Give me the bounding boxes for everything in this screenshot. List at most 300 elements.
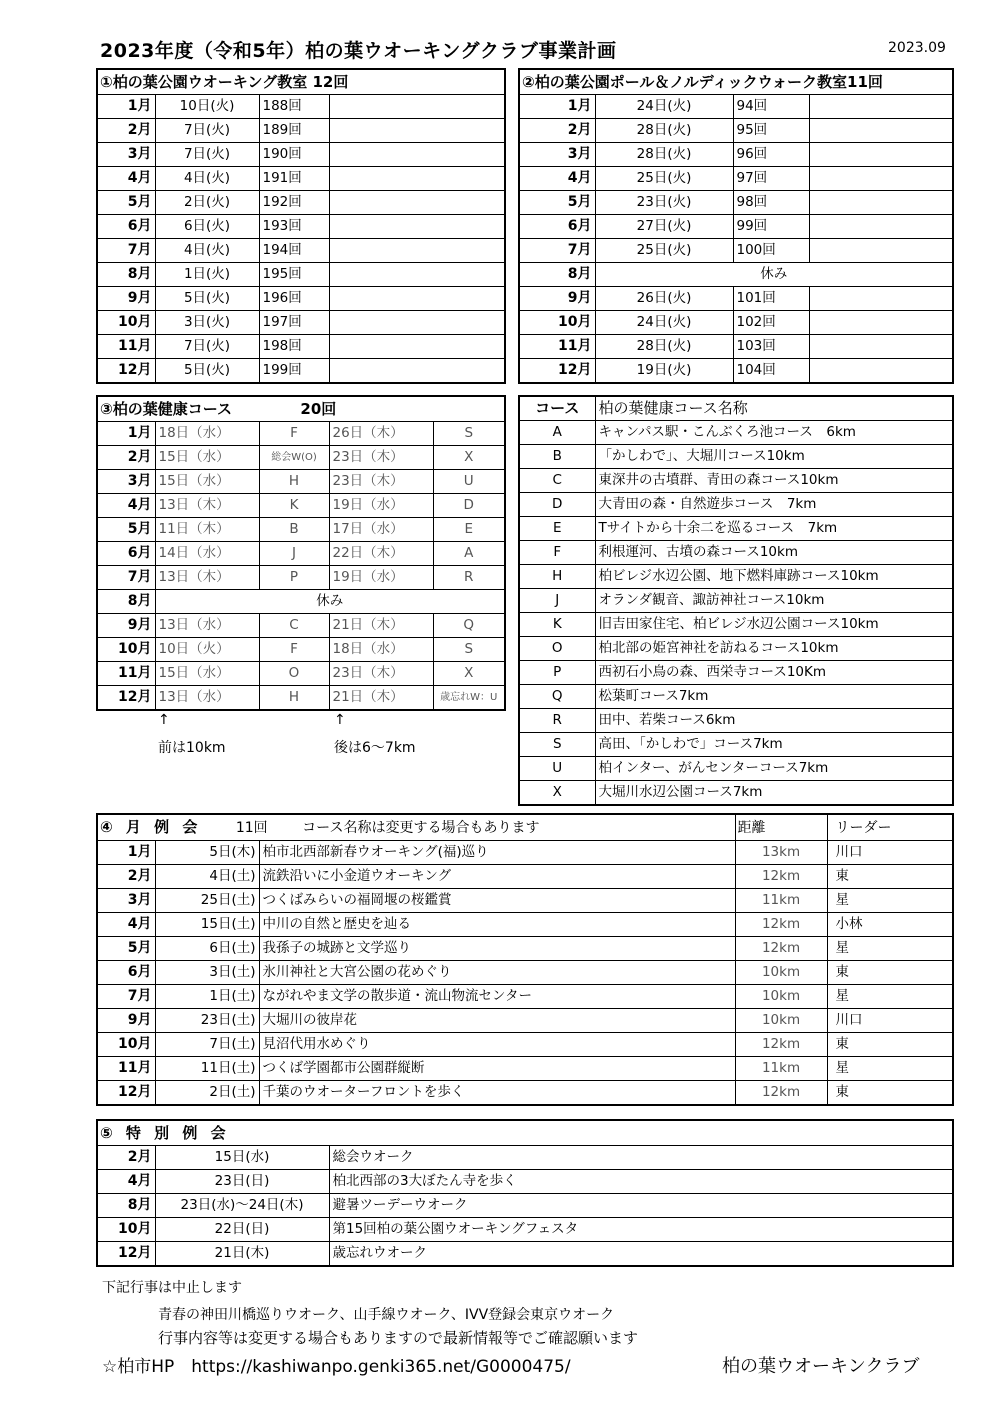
month-cell: 3月 — [97, 889, 155, 913]
event-name-cell: 柏北西部の3大ぼたん寺を歩く — [329, 1170, 953, 1194]
date-cell: 25日(土) — [155, 889, 259, 913]
course-code-cell: F — [519, 541, 595, 565]
date-cell: 27日(火) — [595, 215, 733, 239]
count-cell: 100回 — [733, 239, 809, 263]
month-cell: 9月 — [97, 287, 155, 311]
month-cell: 2月 — [97, 865, 155, 889]
count-cell: 101回 — [733, 287, 809, 311]
table-row — [519, 215, 953, 239]
month-cell: 3月 — [97, 143, 155, 167]
blank-cell — [329, 335, 505, 359]
count-cell: 98回 — [733, 191, 809, 215]
event-name-cell: ながれやま文学の散歩道・流山物流センター — [259, 985, 735, 1009]
course-name-cell: 松葉町コース7km — [595, 685, 953, 709]
event-name-cell: 歳忘れウオーク — [329, 1242, 953, 1267]
homepage-link[interactable]: ☆柏市HP https://kashiwanpo.genki365.net/G0000475/ — [102, 1357, 571, 1377]
table-row — [97, 239, 505, 263]
date-cell: 7日(火) — [155, 143, 259, 167]
section5-table — [96, 1119, 954, 1267]
event-name-cell: 氷川神社と大宮公園の花めぐり — [259, 961, 735, 985]
table-row — [519, 143, 953, 167]
second-course-cell: E — [433, 518, 505, 542]
table-row — [519, 263, 953, 287]
date-cell: 7日(火) — [155, 119, 259, 143]
date-cell: 21日(木) — [155, 1242, 329, 1267]
event-name-cell: 見沼代用水めぐり — [259, 1033, 735, 1057]
course-name-cell: 大堀川水辺公園コース7km — [595, 781, 953, 806]
month-cell: 2月 — [519, 119, 595, 143]
course-code-header: コース — [519, 396, 595, 421]
blank-cell — [329, 215, 505, 239]
month-cell: 7月 — [97, 566, 155, 590]
date-cell: 4日(土) — [155, 865, 259, 889]
date-cell: 4日(火) — [155, 167, 259, 191]
table-row — [519, 167, 953, 191]
second-date-cell: 22日（木） — [329, 542, 433, 566]
blank-cell — [329, 263, 505, 287]
date-cell: 2日(土) — [155, 1081, 259, 1106]
count-cell: 188回 — [259, 95, 329, 119]
table-row — [97, 494, 505, 518]
leader-cell: 星 — [827, 985, 953, 1009]
section1-table — [96, 68, 506, 384]
section4-header — [97, 814, 735, 841]
table-row — [97, 961, 953, 985]
event-name-cell: 第15回柏の葉公園ウオーキングフェスタ — [329, 1218, 953, 1242]
table-row — [97, 167, 505, 191]
course-name-cell: 田中、若柴コース6km — [595, 709, 953, 733]
count-cell: 199回 — [259, 359, 329, 384]
course-table — [518, 395, 954, 806]
blank-cell — [809, 311, 953, 335]
date-cell: 11日(土) — [155, 1057, 259, 1081]
section4-count: 11回 — [235, 820, 268, 836]
date-cell: 1日(土) — [155, 985, 259, 1009]
section4-table — [96, 813, 954, 1106]
course-name-cell: 柏ビレジ水辺公園、地下燃料庫跡コース10km — [595, 565, 953, 589]
month-cell: 8月 — [519, 263, 595, 287]
table-row — [97, 1146, 953, 1170]
course-row — [519, 685, 953, 709]
blank-cell — [809, 143, 953, 167]
month-cell: 1月 — [97, 841, 155, 865]
table-row — [97, 686, 505, 711]
second-date-cell: 18日（水） — [329, 638, 433, 662]
count-cell: 189回 — [259, 119, 329, 143]
course-row — [519, 613, 953, 637]
course-name-cell: 利根運河、古墳の森コース10km — [595, 541, 953, 565]
blank-cell — [809, 335, 953, 359]
count-cell: 94回 — [733, 95, 809, 119]
date-cell: 6日(土) — [155, 937, 259, 961]
course-row — [519, 493, 953, 517]
date-cell: 4日(火) — [155, 239, 259, 263]
section3-count: 20回 — [300, 400, 337, 418]
month-cell: 7月 — [97, 985, 155, 1009]
first-date-cell: 15日（水） — [155, 470, 259, 494]
cancel-list: 青春の神田川橋巡りウオーク、山手線ウオーク、IVV登録会東京ウオーク — [158, 1307, 615, 1323]
table-row — [97, 913, 953, 937]
table-row — [97, 566, 505, 590]
blank-cell — [329, 287, 505, 311]
course-name-cell: 西初石小鳥の森、西栄寺コース10Km — [595, 661, 953, 685]
month-cell: 5月 — [519, 191, 595, 215]
table-row — [97, 662, 505, 686]
month-cell: 4月 — [97, 167, 155, 191]
distance-cell: 10km — [735, 985, 827, 1009]
blank-cell — [329, 191, 505, 215]
course-name-cell: 旧吉田家住宅、柏ビレジ水辺公園コース10km — [595, 613, 953, 637]
table-row — [97, 1170, 953, 1194]
first-date-cell: 13日（水） — [155, 614, 259, 638]
month-cell: 3月 — [519, 143, 595, 167]
table-row — [97, 542, 505, 566]
table-row — [97, 446, 505, 470]
second-course-cell: U — [433, 470, 505, 494]
distance-cell: 12km — [735, 913, 827, 937]
date-cell: 3日(土) — [155, 961, 259, 985]
table-row — [97, 95, 505, 119]
course-row — [519, 637, 953, 661]
course-row — [519, 661, 953, 685]
month-cell: 4月 — [519, 167, 595, 191]
month-cell: 5月 — [97, 191, 155, 215]
table-row — [519, 119, 953, 143]
page-title: 2023年度（令和5年）柏の葉ウオーキングクラブ事業計画 — [100, 40, 617, 62]
table-row — [519, 335, 953, 359]
distance-header: 距離 — [735, 814, 827, 841]
table-row — [97, 1057, 953, 1081]
table-row — [97, 287, 505, 311]
event-name-cell: つくばみらいの福岡堰の桜鑑賞 — [259, 889, 735, 913]
second-date-cell: 19日（水） — [329, 494, 433, 518]
blank-cell — [809, 119, 953, 143]
month-cell: 12月 — [97, 1081, 155, 1106]
section2-table — [518, 68, 954, 384]
course-row — [519, 469, 953, 493]
table-row — [97, 1194, 953, 1218]
second-date-cell: 23日（木） — [329, 470, 433, 494]
count-cell: 104回 — [733, 359, 809, 384]
count-cell: 99回 — [733, 215, 809, 239]
date-cell: 28日(火) — [595, 119, 733, 143]
leader-cell: 東 — [827, 1033, 953, 1057]
month-cell: 11月 — [97, 335, 155, 359]
course-row — [519, 565, 953, 589]
month-cell: 10月 — [97, 311, 155, 335]
table-row — [97, 614, 505, 638]
course-code-cell: S — [519, 733, 595, 757]
first-course-cell: B — [259, 518, 329, 542]
course-row — [519, 541, 953, 565]
count-cell: 198回 — [259, 335, 329, 359]
count-cell: 196回 — [259, 287, 329, 311]
month-cell: 10月 — [97, 638, 155, 662]
month-cell: 6月 — [97, 542, 155, 566]
section3-table — [96, 395, 506, 711]
course-row — [519, 709, 953, 733]
back-note: 後は6～7km — [334, 740, 416, 756]
date-cell: 28日(火) — [595, 335, 733, 359]
date-cell: 15日(水) — [155, 1146, 329, 1170]
second-date-cell: 17日（水） — [329, 518, 433, 542]
blank-cell — [329, 119, 505, 143]
leader-header: リーダー — [827, 814, 953, 841]
table-row — [519, 95, 953, 119]
second-course-cell: S — [433, 638, 505, 662]
rest-cell: 休み — [155, 590, 505, 614]
distance-cell: 12km — [735, 937, 827, 961]
event-name-cell: つくば学園都市公園群縦断 — [259, 1057, 735, 1081]
date-cell: 24日(火) — [595, 311, 733, 335]
section1-title: ①柏の葉公園ウオーキング教室 12回 — [97, 69, 505, 95]
second-course-cell: 歳忘れW：U — [433, 686, 505, 711]
month-cell: 9月 — [519, 287, 595, 311]
blank-cell — [329, 143, 505, 167]
date-cell: 15日(土) — [155, 913, 259, 937]
blank-cell — [329, 239, 505, 263]
count-cell: 96回 — [733, 143, 809, 167]
event-name-cell: 柏市北西部新春ウオーキング(福)巡り — [259, 841, 735, 865]
month-cell: 1月 — [519, 95, 595, 119]
month-cell: 12月 — [97, 1242, 155, 1267]
course-name-cell: 東深井の古墳群、青田の森コース10km — [595, 469, 953, 493]
month-cell: 6月 — [97, 961, 155, 985]
count-cell: 95回 — [733, 119, 809, 143]
month-cell: 1月 — [97, 422, 155, 446]
first-course-cell: C — [259, 614, 329, 638]
table-row — [97, 590, 505, 614]
month-cell: 12月 — [519, 359, 595, 384]
table-row — [97, 1033, 953, 1057]
blank-cell — [809, 359, 953, 384]
count-cell: 194回 — [259, 239, 329, 263]
count-cell: 191回 — [259, 167, 329, 191]
second-date-cell: 19日（水） — [329, 566, 433, 590]
course-code-cell: U — [519, 757, 595, 781]
table-row — [97, 143, 505, 167]
table-row — [97, 470, 505, 494]
course-row — [519, 517, 953, 541]
distance-cell: 11km — [735, 889, 827, 913]
count-cell: 197回 — [259, 311, 329, 335]
table-row — [97, 937, 953, 961]
table-row — [97, 1009, 953, 1033]
leader-cell: 川口 — [827, 1009, 953, 1033]
second-course-cell: A — [433, 542, 505, 566]
month-cell: 7月 — [97, 239, 155, 263]
course-code-cell: O — [519, 637, 595, 661]
course-name-cell: オランダ観音、諏訪神社コース10km — [595, 589, 953, 613]
first-course-cell: O — [259, 662, 329, 686]
course-row — [519, 421, 953, 445]
event-name-cell: 流鉄沿いに小金道ウオーキング — [259, 865, 735, 889]
table-row — [519, 359, 953, 384]
month-cell: 4月 — [97, 913, 155, 937]
blank-cell — [329, 167, 505, 191]
first-course-cell: K — [259, 494, 329, 518]
course-row — [519, 733, 953, 757]
table-row — [97, 1081, 953, 1106]
course-code-cell: J — [519, 589, 595, 613]
date-cell: 10日(火) — [155, 95, 259, 119]
blank-cell — [809, 215, 953, 239]
course-code-cell: R — [519, 709, 595, 733]
second-course-cell: X — [433, 446, 505, 470]
date-cell: 23日(土) — [155, 1009, 259, 1033]
second-course-cell: D — [433, 494, 505, 518]
blank-cell — [329, 359, 505, 384]
course-code-cell: P — [519, 661, 595, 685]
leader-cell: 星 — [827, 937, 953, 961]
first-date-cell: 18日（水） — [155, 422, 259, 446]
date-cell: 23日(日) — [155, 1170, 329, 1194]
table-row — [97, 638, 505, 662]
table-row — [97, 518, 505, 542]
course-code-cell: X — [519, 781, 595, 806]
first-date-cell: 13日（水） — [155, 686, 259, 711]
table-row — [519, 191, 953, 215]
course-code-cell: A — [519, 421, 595, 445]
date-cell: 6日(火) — [155, 215, 259, 239]
month-cell: 8月 — [97, 263, 155, 287]
section5-title: ⑤ 特 別 例 会 — [97, 1120, 953, 1146]
date-cell: 25日(火) — [595, 167, 733, 191]
section3-header — [97, 396, 505, 422]
date-cell: 3日(火) — [155, 311, 259, 335]
event-name-cell: 大堀川の彼岸花 — [259, 1009, 735, 1033]
table-row — [97, 119, 505, 143]
course-name-cell: 柏北部の姫宮神社を訪ねるコース10km — [595, 637, 953, 661]
course-name-header: 柏の葉健康コース名称 — [595, 396, 953, 421]
course-name-cell: 高田、「かしわで」コース7km — [595, 733, 953, 757]
rest-cell: 休み — [595, 263, 953, 287]
first-course-cell: P — [259, 566, 329, 590]
up-arrow-icon: ↑ — [158, 712, 170, 728]
table-row — [97, 359, 505, 384]
leader-cell: 小林 — [827, 913, 953, 937]
course-code-cell: Q — [519, 685, 595, 709]
event-name-cell: 総会ウオーク — [329, 1146, 953, 1170]
date-cell: 5日(火) — [155, 287, 259, 311]
table-row — [97, 1218, 953, 1242]
blank-cell — [809, 287, 953, 311]
first-course-cell: H — [259, 470, 329, 494]
month-cell: 11月 — [519, 335, 595, 359]
month-cell: 4月 — [97, 494, 155, 518]
blank-cell — [329, 311, 505, 335]
distance-cell: 10km — [735, 1009, 827, 1033]
table-row — [519, 239, 953, 263]
first-date-cell: 15日（水） — [155, 446, 259, 470]
month-cell: 3月 — [97, 470, 155, 494]
first-course-cell: H — [259, 686, 329, 711]
course-row — [519, 781, 953, 806]
leader-cell: 星 — [827, 889, 953, 913]
first-course-cell: J — [259, 542, 329, 566]
distance-cell: 12km — [735, 865, 827, 889]
date-cell: 24日(火) — [595, 95, 733, 119]
table-row — [97, 311, 505, 335]
second-course-cell: S — [433, 422, 505, 446]
event-name-cell: 中川の自然と歴史を辿る — [259, 913, 735, 937]
table-row — [97, 191, 505, 215]
first-course-cell: 総会W(O) — [259, 446, 329, 470]
first-date-cell: 15日（水） — [155, 662, 259, 686]
leader-cell: 東 — [827, 961, 953, 985]
month-cell: 7月 — [519, 239, 595, 263]
count-cell: 97回 — [733, 167, 809, 191]
table-row — [519, 287, 953, 311]
first-date-cell: 13日（木） — [155, 566, 259, 590]
second-course-cell: Q — [433, 614, 505, 638]
first-date-cell: 11日（木） — [155, 518, 259, 542]
section2-title: ②柏の葉公園ポール＆ノルディックウォーク教室11回 — [519, 69, 953, 95]
table-row — [97, 335, 505, 359]
distance-cell: 11km — [735, 1057, 827, 1081]
course-code-cell: B — [519, 445, 595, 469]
distance-cell: 12km — [735, 1081, 827, 1106]
table-row — [97, 263, 505, 287]
count-cell: 193回 — [259, 215, 329, 239]
course-name-cell: 「かしわで」、大堀川コース10km — [595, 445, 953, 469]
table-row — [519, 311, 953, 335]
month-cell: 8月 — [97, 590, 155, 614]
first-course-cell: F — [259, 422, 329, 446]
first-date-cell: 14日（水） — [155, 542, 259, 566]
table-row — [97, 422, 505, 446]
month-cell: 9月 — [97, 614, 155, 638]
leader-cell: 星 — [827, 1057, 953, 1081]
blank-cell — [809, 95, 953, 119]
count-cell: 192回 — [259, 191, 329, 215]
first-course-cell: F — [259, 638, 329, 662]
second-date-cell: 23日（木） — [329, 446, 433, 470]
course-name-cell: 大青田の森・自然遊歩コース 7km — [595, 493, 953, 517]
course-code-cell: D — [519, 493, 595, 517]
table-row — [97, 985, 953, 1009]
course-code-cell: K — [519, 613, 595, 637]
date-cell: 25日(火) — [595, 239, 733, 263]
month-cell: 6月 — [519, 215, 595, 239]
section4-note: コース名称は変更する場合もあります — [302, 820, 540, 836]
second-date-cell: 21日（木） — [329, 614, 433, 638]
cancel-heading: 下記行事は中止します — [102, 1280, 242, 1296]
second-course-cell: X — [433, 662, 505, 686]
course-row — [519, 445, 953, 469]
leader-cell: 東 — [827, 865, 953, 889]
date-cell: 19日(火) — [595, 359, 733, 384]
course-row — [519, 589, 953, 613]
blank-cell — [809, 191, 953, 215]
month-cell: 2月 — [97, 446, 155, 470]
course-row — [519, 757, 953, 781]
date-cell: 23日(火) — [595, 191, 733, 215]
course-code-cell: C — [519, 469, 595, 493]
month-cell: 1月 — [97, 95, 155, 119]
date-cell: 5日(火) — [155, 359, 259, 384]
first-date-cell: 10日（火） — [155, 638, 259, 662]
distance-cell: 12km — [735, 1033, 827, 1057]
table-row — [97, 1242, 953, 1267]
first-date-cell: 13日（木） — [155, 494, 259, 518]
date-cell: 1日(火) — [155, 263, 259, 287]
month-cell: 4月 — [97, 1170, 155, 1194]
count-cell: 103回 — [733, 335, 809, 359]
blank-cell — [809, 239, 953, 263]
month-cell: 2月 — [97, 1146, 155, 1170]
month-cell: 5月 — [97, 937, 155, 961]
